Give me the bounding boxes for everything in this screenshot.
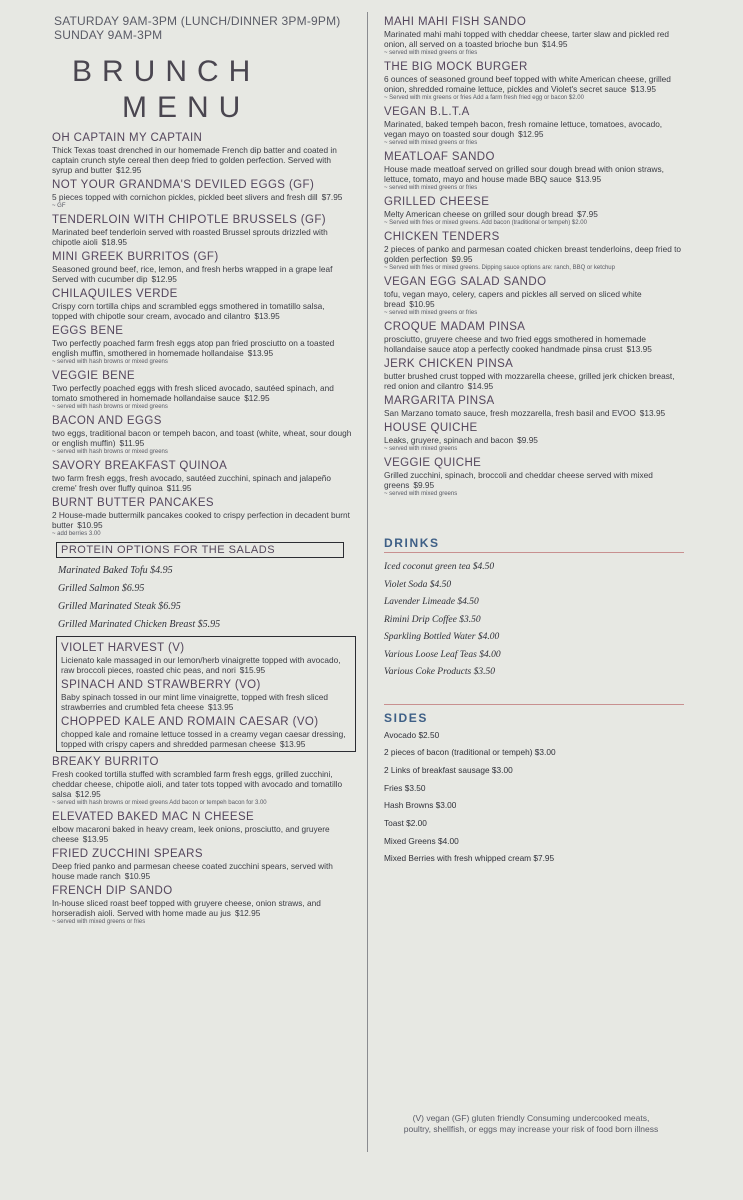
menu-item-name: CROQUE MADAM PINSA	[384, 321, 526, 333]
menu-item-description	[384, 209, 684, 219]
menu-item	[52, 370, 352, 411]
menu-item-name: JERK CHICKEN PINSA	[384, 358, 514, 370]
protein-option: Marinated Baked Tofu $4.95	[58, 565, 173, 576]
menu-item-description	[52, 769, 352, 799]
menu-item-price: $13.95	[626, 344, 652, 354]
menu-item-description	[52, 301, 352, 321]
menu-item-name: GRILLED CHEESE	[384, 196, 490, 208]
menu-item-name: OH CAPTAIN MY CAPTAIN	[52, 132, 203, 144]
menu-item-desc-text: Marinated mahi mahi topped with cheddar cheese, tarter slaw and pickled red onion, all served on a toasted brioche bun	[384, 29, 670, 49]
protein-option: Grilled Marinated Steak $6.95	[58, 601, 181, 612]
menu-item-description	[52, 264, 352, 284]
menu-item	[61, 679, 351, 712]
menu-item-description	[52, 824, 352, 844]
menu-item-name: FRIED ZUCCHINI SPEARS	[52, 848, 203, 860]
menu-item-name: CHOPPED KALE AND ROMAIN CAESAR (VO)	[61, 716, 319, 728]
right-column	[384, 12, 684, 868]
menu-item-description	[384, 470, 684, 490]
drink-item: Various Loose Leaf Teas $4.00	[384, 649, 501, 660]
menu-item-note: ~ Served with fries or mixed greens. Dipping sauce options are: ranch, BBQ or ketchup	[384, 265, 615, 271]
menu-item-desc-text: Baby spinach tossed in our mint lime vinaigrette, topped with fresh sliced strawberries and crumbled feta cheese	[61, 692, 329, 712]
menu-item-name: CHILAQUILES VERDE	[52, 288, 178, 300]
drinks-section	[384, 536, 684, 682]
side-item: Mixed Greens $4.00	[384, 835, 459, 846]
menu-title-line1: BRUNCH	[72, 55, 261, 88]
menu-item-note: ~ served with mixed greens or fries	[384, 185, 478, 191]
menu-item	[52, 288, 352, 321]
menu-item-price: $9.95	[451, 254, 473, 264]
menu-item-price: $18.95	[101, 237, 128, 247]
menu-item-note: ~ GF	[52, 203, 66, 209]
menu-item	[52, 415, 352, 456]
menu-item-desc-text: 5 pieces topped with cornichon pickles, pickled beet slivers and fresh dill	[52, 192, 318, 202]
menu-item-name: THE BIG MOCK BURGER	[384, 61, 528, 73]
menu-item-description	[384, 334, 684, 354]
menu-item-name: VEGGIE BENE	[52, 370, 136, 382]
menu-item	[52, 497, 352, 538]
menu-item-price: $7.95	[577, 209, 598, 219]
menu-item-description	[384, 408, 684, 418]
menu-item-desc-text: elbow macaroni baked in heavy cream, leek onions, prosciutto, and gruyere cheese	[52, 824, 330, 844]
menu-item-note: ~ add berries 3.00	[52, 531, 101, 537]
menu-item-note: ~ served with mixed greens or fries	[384, 140, 478, 146]
menu-item-desc-text: Seasoned ground beef, rice, lemon, and fresh herbs wrapped in a grape leaf Served with cucumber dip	[52, 264, 333, 284]
menu-item-price: $13.95	[279, 739, 306, 749]
menu-item-name: VEGGIE QUICHE	[384, 457, 482, 469]
menu-item	[384, 16, 684, 57]
menu-item-price: $12.95	[234, 908, 261, 918]
menu-item-price: $12.95	[244, 393, 270, 403]
menu-item-name: MARGARITA PINSA	[384, 395, 495, 407]
menu-item	[384, 422, 684, 453]
menu-item-description	[61, 655, 351, 675]
menu-item	[384, 61, 684, 102]
menu-item-name: BACON AND EGGS	[52, 415, 162, 427]
menu-item-desc-text: Leaks, gruyere, spinach and bacon	[384, 435, 514, 445]
menu-item-desc-text: two eggs, traditional bacon or tempeh bacon, and toast (white, wheat, sour dough or english muffin)	[52, 428, 352, 448]
side-item: 2 pieces of bacon (traditional or tempeh) $3.00	[384, 747, 556, 758]
menu-item	[52, 251, 352, 284]
menu-item-description	[384, 29, 684, 49]
menu-item-note: ~ served with hash browns or mixed greens Add bacon or tempeh bacon for 3.00	[52, 800, 267, 806]
menu-item-desc-text: chopped kale and romaine lettuce tossed in a creamy vegan caesar dressing, topped with crispy capers and shredded parmesan cheese	[61, 729, 346, 749]
menu-item-description	[384, 371, 684, 391]
menu-item-name: TENDERLOIN WITH CHIPOTLE BRUSSELS (GF)	[52, 214, 326, 226]
menu-item-desc-text: San Marzano tomato sauce, fresh mozzarella, fresh basil and EVOO	[384, 408, 636, 418]
menu-item-price: $15.95	[239, 665, 266, 675]
left-menu-items-2	[52, 756, 352, 926]
menu-item-name: MAHI MAHI FISH SANDO	[384, 16, 527, 28]
salad-box	[56, 636, 356, 752]
left-column	[52, 14, 352, 926]
menu-item-desc-text: tofu, vegan mayo, celery, capers and pickles all served on sliced white bread	[384, 289, 642, 309]
menu-item-description	[52, 145, 352, 175]
menu-item-price: $11.95	[166, 483, 192, 493]
menu-item-description	[61, 729, 351, 749]
sides-section	[384, 704, 684, 869]
menu-item-name: CHICKEN TENDERS	[384, 231, 500, 243]
menu-item-name: ELEVATED BAKED MAC N CHEESE	[52, 811, 255, 823]
side-item: Hash Browns $3.00	[384, 800, 457, 811]
menu-item-price: $13.95	[82, 834, 109, 844]
menu-item	[61, 716, 351, 749]
sides-heading: SIDES	[384, 710, 429, 725]
menu-item-name: FRENCH DIP SANDO	[52, 885, 173, 897]
menu-item-desc-text: Two perfectly poached farm fresh eggs atop pan fried prosciutto on a toasted english muffin, smothered in homemade hollandaise	[52, 338, 335, 358]
menu-item-price: $13.95	[207, 702, 234, 712]
menu-item-note: ~ served with mixed greens	[384, 491, 458, 497]
menu-item	[384, 151, 684, 192]
sides-list	[384, 727, 684, 869]
menu-item-description	[52, 898, 352, 918]
menu-item-desc-text: Marinated, baked tempeh bacon, fresh romaine lettuce, tomatoes, avocado, vegan mayo on toasted sour dough	[384, 119, 663, 139]
menu-item-desc-text: Marinated beef tenderloin served with roasted Brussel sprouts drizzled with chipotle aioli	[52, 227, 328, 247]
menu-item-name: VEGAN EGG SALAD SANDO	[384, 276, 547, 288]
side-item: Mixed Berries with fresh whipped cream $7.95	[384, 853, 555, 864]
menu-item-note: ~ served with mixed greens or fries	[384, 310, 478, 316]
side-item: Avocado $2.50	[384, 729, 440, 740]
drinks-rule	[384, 552, 684, 553]
menu-item-description	[52, 383, 352, 403]
sides-rule-top	[384, 704, 684, 705]
menu-item	[384, 276, 684, 317]
menu-item-desc-text: Licienato kale massaged in our lemon/herb vinaigrette topped with avocado, raw broccoli pieces, roasted chic peas, and nori	[61, 655, 341, 675]
menu-item-desc-text: butter brushed crust topped with mozzarella cheese, grilled jerk chicken breast, red onion and cilantro	[384, 371, 675, 391]
menu-item-note: ~ served with mixed greens or fries	[384, 50, 478, 56]
right-menu-items	[384, 16, 684, 498]
menu-item-price: $12.95	[115, 165, 142, 175]
menu-item-name: BURNT BUTTER PANCAKES	[52, 497, 214, 509]
menu-item-note: ~ Served with fries or mixed greens. Add bacon (traditional or tempeh) $2.00	[384, 220, 587, 226]
menu-title-line2: MENU	[122, 91, 251, 124]
menu-item-desc-text: Fresh cooked tortilla stuffed with scrambled farm fresh eggs, grilled zucchini, cheddar cheese, chipotle aioli, and tater tots topped with avocado and tomatillo salsa	[52, 769, 343, 799]
menu-item-price: $7.95	[321, 192, 343, 202]
menu-item-note: ~ served with mixed greens	[384, 446, 458, 452]
menu-item-price: $9.95	[413, 480, 435, 490]
menu-item-note: ~ served with hash browns or mixed greens	[52, 359, 168, 365]
menu-item-description	[384, 119, 684, 139]
menu-item	[384, 106, 684, 147]
menu-item-price: $10.95	[77, 520, 103, 530]
menu-item	[61, 642, 351, 675]
menu-item-price: $10.95	[409, 299, 435, 309]
menu-item-description	[384, 289, 684, 309]
menu-item	[52, 132, 352, 175]
menu-item-desc-text: 6 ounces of seasoned ground beef topped with white American cheese, grilled onion, shredded romaine lettuce, pickles and Violet's secret sauce	[384, 74, 671, 94]
menu-item	[52, 885, 352, 926]
menu-item-note: ~ served with hash browns or mixed greens	[52, 404, 168, 410]
menu-item-description	[384, 164, 684, 184]
menu-item	[52, 811, 352, 844]
menu-item-description	[52, 338, 352, 358]
menu-item	[52, 848, 352, 881]
protein-options-list	[52, 562, 352, 634]
menu-item-name: BREAKY BURRITO	[52, 756, 159, 768]
menu-item-price: $9.95	[517, 435, 538, 445]
menu-item-name: VIOLET HARVEST (V)	[61, 642, 185, 654]
drink-item: Violet Soda $4.50	[384, 579, 452, 590]
menu-item-description	[61, 692, 351, 712]
menu-item	[384, 395, 684, 418]
menu-item-price: $13.95	[254, 311, 280, 321]
menu-item-description	[52, 510, 352, 530]
drinks-list	[384, 559, 684, 682]
menu-item	[52, 325, 352, 366]
menu-item-price: $14.95	[467, 381, 494, 391]
menu-item-description	[52, 861, 352, 881]
menu-item-name: VEGAN B.L.T.A	[384, 106, 470, 118]
menu-item-note: ~ served with mixed greens or fries	[52, 919, 146, 925]
menu-item-desc-text: Thick Texas toast drenched in our homemade French dip batter and coated in captain crunch style cereal then deep fried to golden perfection. Served with syrup and butter	[52, 145, 337, 175]
menu-item-name: MINI GREEK BURRITOS (GF)	[52, 251, 219, 263]
menu-item-description	[384, 244, 684, 264]
menu-item-name: SAVORY BREAKFAST QUINOA	[52, 460, 228, 472]
menu-item-desc-text: 2 pieces of panko and parmesan coated chicken breast tenderloins, deep fried to golden perfection	[384, 244, 682, 264]
menu-item-description	[384, 435, 684, 445]
menu-item-price: $13.95	[247, 348, 274, 358]
menu-item-desc-text: Crispy corn tortilla chips and scrambled eggs smothered in tomatillo salsa, topped with chipotle sour cream, avocado and cilantro	[52, 301, 325, 321]
menu-item-price: $11.95	[119, 438, 145, 448]
menu-item-desc-text: Deep fried panko and parmesan cheese coated zucchini spears, served with house made ranch	[52, 861, 333, 881]
menu-item-desc-text: House made meatloaf served on grilled sour dough bread with onion straws, lettuce, tomato, mayo and house made BBQ sauce	[384, 164, 664, 184]
menu-item-note: ~ served with hash browns or mixed greens	[52, 449, 168, 455]
menu-item-desc-text: Two perfectly poached eggs with fresh sliced avocado, sautéed spinach, and tomato smothered in homemade hollandaise sauce	[52, 383, 334, 403]
menu-item	[52, 179, 352, 210]
protein-options-title: PROTEIN OPTIONS FOR THE SALADS	[56, 542, 344, 558]
menu-item-desc-text: Melty American cheese on grilled sour dough bread	[384, 209, 574, 219]
menu-item-price: $13.95	[630, 84, 657, 94]
menu-item-price: $12.95	[518, 129, 544, 139]
hours-text: SATURDAY 9AM-3PM (LUNCH/DINNER 3PM-9PM) SUNDAY 9AM-3PM	[54, 14, 341, 42]
menu-item-price: $12.95	[75, 789, 101, 799]
menu-item	[52, 214, 352, 247]
drink-item: Iced coconut green tea $4.50	[384, 562, 495, 572]
menu-item-price: $14.95	[542, 39, 568, 49]
menu-item-name: SPINACH AND STRAWBERRY (VO)	[61, 679, 261, 691]
side-item: 2 Links of breakfast sausage $3.00	[384, 764, 513, 775]
side-item: Toast $2.00	[384, 818, 427, 829]
menu-item	[52, 460, 352, 493]
drink-item: Rimini Drip Coffee $3.50	[384, 614, 481, 625]
menu-item-price: $12.95	[151, 274, 177, 284]
side-item: Fries $3.50	[384, 782, 426, 793]
menu-item-description	[384, 74, 684, 94]
menu-item	[384, 321, 684, 354]
menu-item	[384, 231, 684, 272]
drink-item: Various Coke Products $3.50	[384, 667, 496, 677]
menu-item-name: NOT YOUR GRANDMA'S DEVILED EGGS (GF)	[52, 179, 315, 191]
menu-item-price: $10.95	[124, 871, 151, 881]
left-menu-items	[52, 132, 352, 538]
protein-option: Grilled Salmon $6.95	[58, 583, 145, 594]
menu-item-desc-text: two farm fresh eggs, fresh avocado, sautéed zucchini, spinach and jalapeño creme' fresh over fluffy quinoa	[52, 473, 332, 493]
menu-item-desc-text: Grilled zucchini, spinach, broccoli and cheddar cheese served with mixed greens	[384, 470, 653, 490]
menu-item-description	[52, 227, 352, 247]
menu-item-note: ~ Served with mix greens or fries Add a farm fresh fried egg or bacon $2.00	[384, 95, 584, 101]
footer-note: (V) vegan (GF) gluten friendly Consuming undercooked meats, poultry, shellfish, or eggs may increase your risk of food born illness	[403, 1113, 659, 1134]
menu-item	[384, 358, 684, 391]
menu-item-name: HOUSE QUICHE	[384, 422, 478, 434]
menu-item-price: $13.95	[639, 408, 666, 418]
menu-item-name: EGGS BENE	[52, 325, 124, 337]
menu-item	[384, 196, 684, 227]
column-divider	[367, 12, 368, 1152]
menu-item-price: $13.95	[575, 174, 602, 184]
menu-item-description	[52, 473, 352, 493]
menu-item-description	[52, 428, 352, 448]
menu-item-name: MEATLOAF SANDO	[384, 151, 495, 163]
menu-item-desc-text: 2 House-made buttermilk pancakes cooked to crispy perfection in decadent burnt butter	[52, 510, 350, 530]
drink-item: Sparkling Bottled Water $4.00	[384, 632, 500, 642]
menu-item	[384, 457, 684, 498]
menu-item-desc-text: In-house sliced roast beef topped with gruyere cheese, onion straws, and horseradish aioli. Served with home made au jus	[52, 898, 321, 918]
menu-item-description	[52, 192, 352, 202]
menu-item	[52, 756, 352, 807]
drinks-heading: DRINKS	[384, 536, 440, 550]
protein-option: Grilled Marinated Chicken Breast $5.95	[58, 619, 221, 630]
drink-item: Lavender Limeade $4.50	[384, 597, 479, 607]
menu-item-desc-text: prosciutto, gruyere cheese and two fried eggs smothered in homemade hollandaise sauce atop a perfectly cooked handmade pinsa crust	[384, 334, 646, 354]
